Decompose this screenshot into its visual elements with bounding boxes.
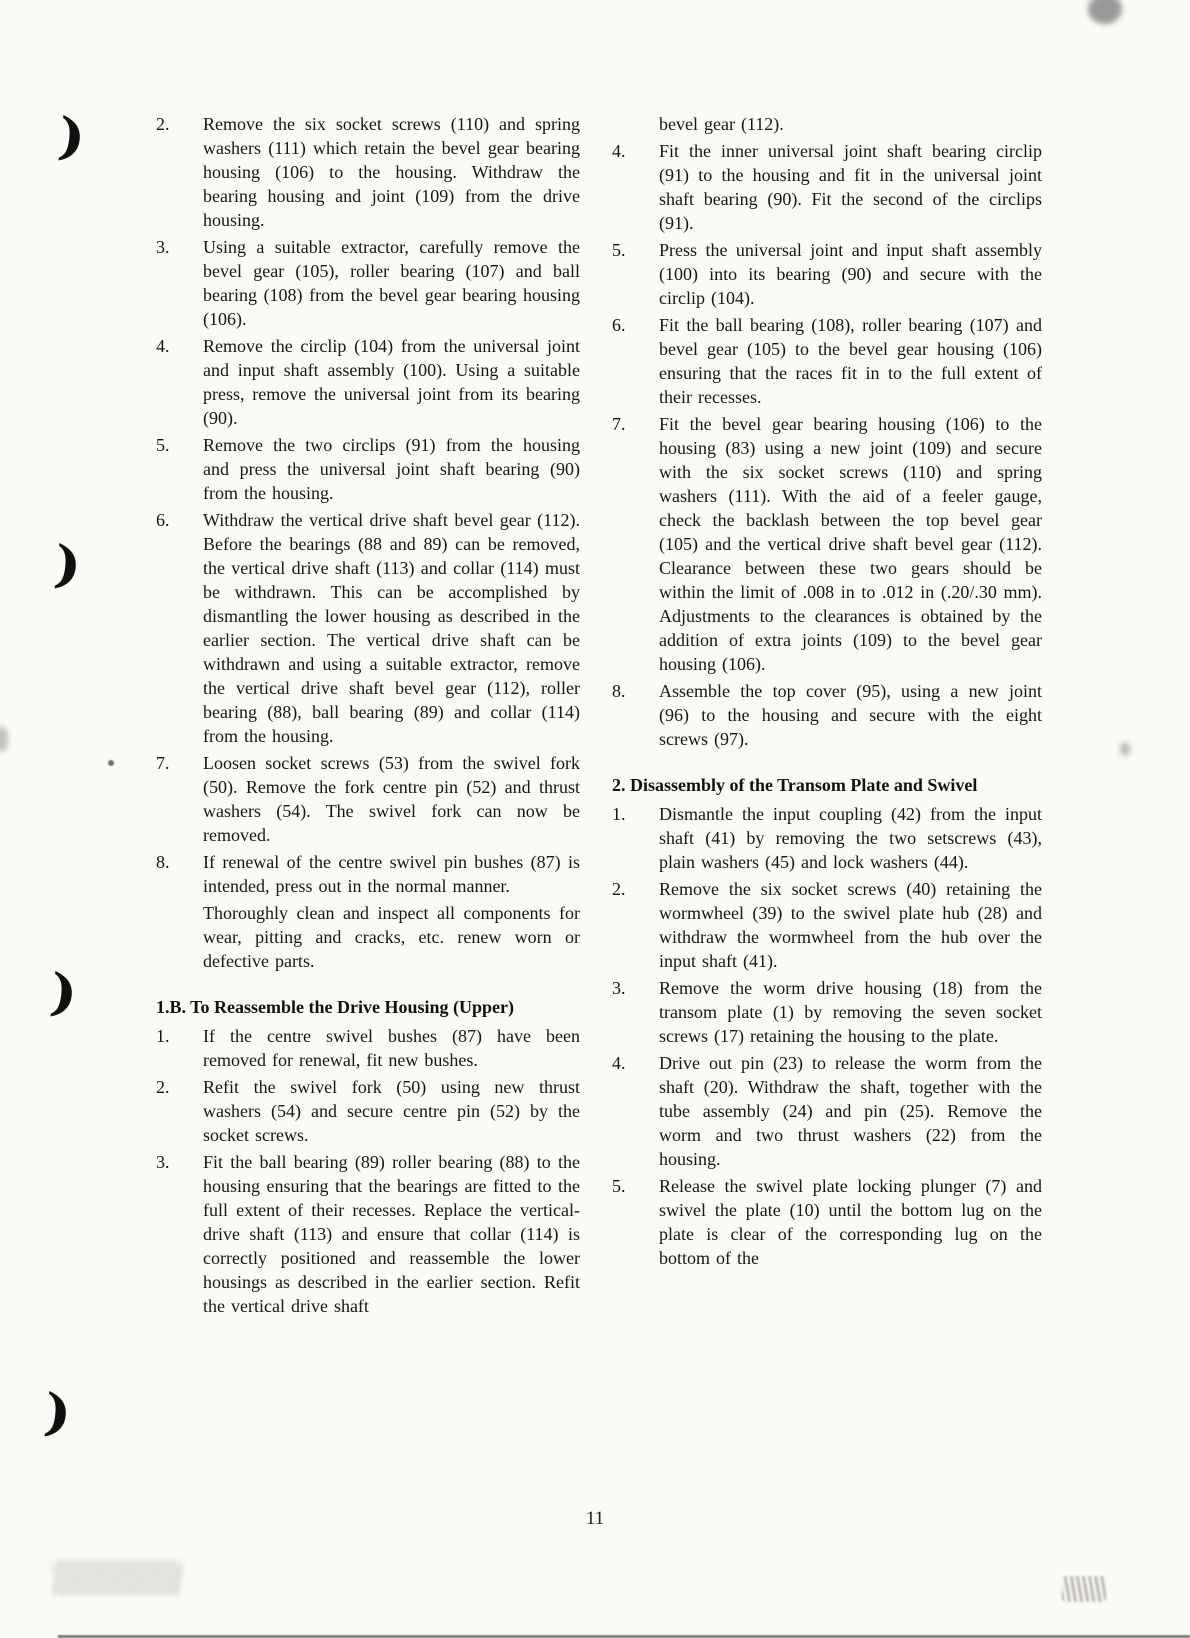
list-item (612, 802, 1042, 874)
right-column (612, 112, 1042, 1273)
item-number: 4. (156, 336, 170, 356)
list-item (612, 877, 1042, 973)
list-item (156, 508, 580, 748)
item-text: Fit the bevel gear bearing housing (106) to the housing (83) using a new joint (109) and secure with the six socket screws (110) and spring washers (111). With the aid of a feeler gauge, check the backlash between the top bevel gear (105) and the vertical drive shaft bevel gear (112). Clearance between these two gears should be within the limit of .008 in to .012 in (.20/.30 mm). Adjustments to the clearances is obtained by the addition of extra joints (109) to the bevel gear housing (106). (659, 414, 1042, 674)
item-text: Thoroughly clean and inspect all components for wear, pitting and cracks, etc. renew worn or defective parts. (203, 903, 580, 971)
item-text: Loosen socket screws (53) from the swivel fork (50). Remove the fork centre pin (52) and thrust washers (54). The swivel fork can now be removed. (203, 753, 580, 845)
list-item (156, 235, 580, 331)
item-text: Withdraw the vertical drive shaft bevel gear (112). Before the bearings (88 and 89) can be removed, the vertical drive shaft (113) and collar (114) must be withdrawn. This can be accomplished by dismantling the lower housing as described in the earlier section. The vertical drive shaft can be withdrawn and using a suitable extractor, remove the vertical drive shaft bevel gear (112), roller bearing (88), ball bearing (89) and collar (114) from the housing. (203, 510, 580, 746)
item-number: 8. (612, 681, 626, 701)
item-number: 4. (612, 141, 626, 161)
continuation-paragraph (156, 901, 580, 973)
item-text: Fit the ball bearing (108), roller bearing (107) and bevel gear (105) to the bevel gear housing (106) ensuring that the races fit in to the full extent of their recesses. (659, 315, 1042, 407)
item-text: Remove the two circlips (91) from the housing and press the universal joint shaft bearing (90) from the housing. (203, 435, 580, 503)
left-column (156, 112, 580, 1321)
pen-mark-icon: ) (41, 1381, 75, 1444)
section-heading: 2. Disassembly of the Transom Plate and Swivel (612, 775, 978, 795)
item-text: Drive out pin (23) to release the worm from the shaft (20). Withdraw the shaft, together with the tube assembly (24) and pin (25). Remove the worm and two thrust washers (22) from the housing. (659, 1053, 1042, 1169)
item-number: 6. (156, 510, 170, 530)
list-item (156, 850, 580, 898)
list-item (612, 1051, 1042, 1171)
pen-mark-icon: ) (47, 961, 81, 1024)
continuation-paragraph (612, 112, 1042, 136)
list-item (612, 412, 1042, 676)
item-number: 7. (156, 753, 170, 773)
item-number: 3. (156, 237, 170, 257)
item-text: bevel gear (112). (659, 114, 784, 134)
item-number: 2. (156, 114, 170, 134)
item-number: 5. (612, 240, 626, 260)
item-number: 3. (156, 1152, 170, 1172)
item-text: If renewal of the centre swivel pin bushes (87) is intended, press out in the normal manner. (203, 852, 580, 896)
item-text: Press the universal joint and input shaft assembly (100) into its bearing (90) and secure with the circlip (104). (659, 240, 1042, 308)
list-item (612, 238, 1042, 310)
section-heading: 1.B. To Reassemble the Drive Housing (Upper) (156, 997, 515, 1017)
item-text: Remove the six socket screws (110) and spring washers (111) which retain the bevel gear bearing housing (106) to the housing. Withdraw the bearing housing and joint (109) from the drive housing. (203, 114, 580, 230)
item-number: 4. (612, 1053, 626, 1073)
item-number: 2. (156, 1077, 170, 1097)
item-text: Remove the worm drive housing (18) from the transom plate (1) by removing the seven socket screws (17) retaining the housing to the plate. (659, 978, 1042, 1046)
item-number: 6. (612, 315, 626, 335)
item-number: 2. (612, 879, 626, 899)
item-number: 1. (156, 1026, 170, 1046)
item-text: If the centre swivel bushes (87) have been removed for renewal, fit new bushes. (203, 1026, 580, 1070)
list-item (612, 313, 1042, 409)
list-item (156, 433, 580, 505)
scan-smudge (1062, 1576, 1106, 1602)
list-item (156, 1024, 580, 1072)
list-item (156, 1075, 580, 1147)
item-text: Remove the circlip (104) from the universal joint and input shaft assembly (100). Using a suitable press, remove the universal joint from its bearing (90). (203, 336, 580, 428)
item-text: Refit the swivel fork (50) using new thrust washers (54) and secure centre pin (52) by the socket screws. (203, 1077, 580, 1145)
item-number: 7. (612, 414, 626, 434)
pen-mark-icon: ) (55, 105, 89, 168)
scan-smudge (1120, 742, 1130, 756)
list-item (156, 334, 580, 430)
item-number (612, 112, 659, 136)
item-number (156, 901, 203, 973)
item-text: Release the swivel plate locking plunger (7) and swivel the plate (10) until the bottom lug on the plate is clear of the corresponding lug on the bottom of the (659, 1176, 1042, 1268)
pen-mark-icon: ) (51, 533, 85, 596)
item-text: Fit the ball bearing (89) roller bearing (88) to the housing ensuring that the bearings are fitted to the full extent of their recesses. Replace the vertical-drive shaft (113) and ensure that collar (114) is correctly positioned and reassemble the lower housings as described in the earlier section. Refit the vertical drive shaft (203, 1152, 580, 1316)
list-item (612, 976, 1042, 1048)
list-item (156, 751, 580, 847)
item-text: Using a suitable extractor, carefully remove the bevel gear (105), roller bearing (107) and ball bearing (108) from the bevel gear bearing housing (106). (203, 237, 580, 329)
scan-smudge (0, 726, 8, 752)
page-number: 11 (585, 1508, 605, 1529)
list-item (612, 139, 1042, 235)
list-item (612, 1174, 1042, 1270)
scan-smudge (52, 1560, 182, 1596)
list-item (156, 1150, 580, 1318)
item-text: Fit the inner universal joint shaft bearing circlip (91) to the housing and fit in the universal joint shaft bearing (90). Fit the second of the circlips (91). (659, 141, 1042, 233)
item-text: Dismantle the input coupling (42) from the input shaft (41) by removing the two setscrews (43), plain washers (45) and lock washers (44). (659, 804, 1042, 872)
item-text: Assemble the top cover (95), using a new joint (96) to the housing and secure with the eight screws (97). (659, 681, 1042, 749)
item-number: 5. (612, 1176, 626, 1196)
list-item (156, 112, 580, 232)
item-number: 8. (156, 852, 170, 872)
item-text: Remove the six socket screws (40) retaining the wormwheel (39) to the swivel plate hub (28) and withdraw the wormwheel from the hub over the input shaft (41). (659, 879, 1042, 971)
list-item (612, 679, 1042, 751)
item-number: 1. (612, 804, 626, 824)
item-number: 5. (156, 435, 170, 455)
scan-smudge (108, 760, 114, 766)
item-number: 3. (612, 978, 626, 998)
scan-smudge (1088, 0, 1122, 24)
